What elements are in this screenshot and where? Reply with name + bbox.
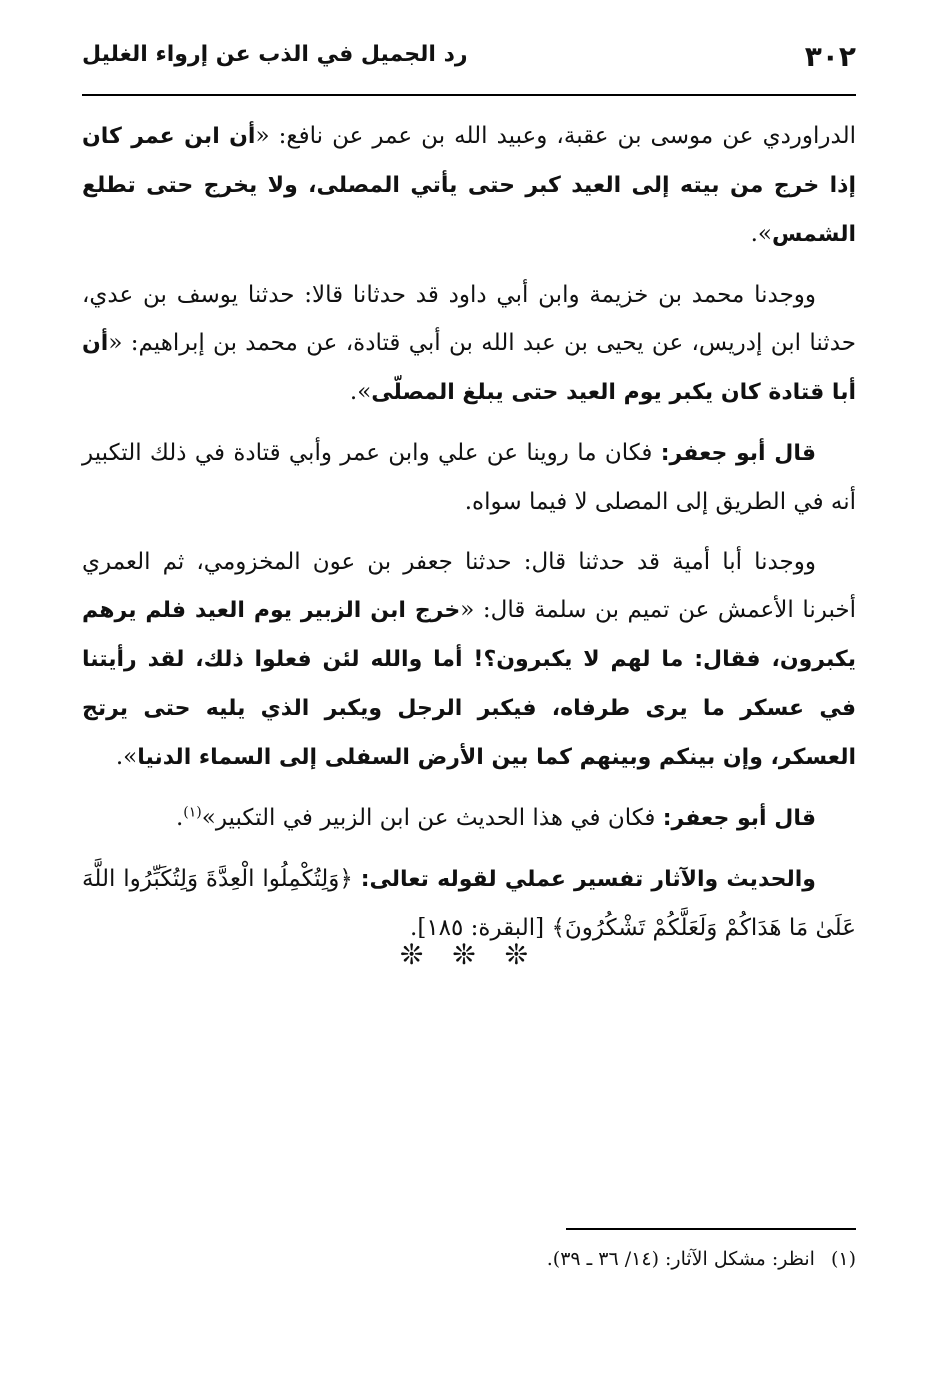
- header-divider: [82, 94, 856, 96]
- page-header: [82, 30, 856, 92]
- bold-quote: أن ابن عمر كان إذا خرج من بيته إلى العيد كبر حتى يأتي المصلى، ولا يخرج حتى تطلع الشمس: [82, 124, 856, 247]
- text-run: فكان ما روينا عن علي وابن عمر وأبي قتادة في ذلك التكبير أنه في الطريق إلى المصلى لا فيما سواه.: [82, 440, 856, 515]
- text-run: .: [175, 805, 184, 831]
- footnote-divider: [566, 1228, 856, 1230]
- paragraph-2: [82, 271, 856, 417]
- paragraph-4: [82, 538, 856, 782]
- footnote-reference[interactable]: (١): [183, 804, 202, 821]
- verse-reference: [البقرة: ١٨٥].: [410, 915, 552, 941]
- text-run: ».: [349, 379, 372, 405]
- text-run: الدراوردي عن موسى بن عقبة، وعبيد الله بن عمر عن نافع: «: [255, 123, 856, 149]
- running-title: رد الجميل في الذب عن إرواء الغليل: [82, 42, 468, 67]
- paragraph-5: [82, 794, 856, 843]
- text-run: فكان في هذا الحديث عن ابن الزبير في التكبير»: [201, 805, 663, 831]
- text-run: ».: [750, 221, 772, 247]
- footnote: [82, 1242, 856, 1276]
- text-run: ووجدنا أبا أمية قد حدثنا قال: حدثنا جعفر بن عون المخزومي، ثم العمري أخبرنا الأعمش عن تميم بن سلمة قال: «: [82, 549, 857, 623]
- speaker-label: قال أبو جعفر:: [662, 806, 816, 831]
- paragraph-3: [82, 429, 856, 526]
- page-number: ٣٠٢: [804, 40, 856, 73]
- speaker-label: قال أبو جعفر:: [660, 441, 816, 466]
- footnote-text: انظر: مشكل الآثار: (١٤/ ٣٦ ـ ٣٩).: [546, 1248, 815, 1270]
- paragraph-1: [82, 112, 856, 259]
- text-run: ».: [115, 744, 138, 770]
- section-separator: ❊ ❊ ❊: [399, 938, 539, 971]
- bold-quote: خرج ابن الزبير يوم العيد فلم يرهم يكبرون، فقال: ما لهم لا يكبرون؟! أما والله لئن فعلوا ذلك، لقد رأيتنا في عسكر ما يرى طرفاه، فيكبر الرجل ويكبر الذي يليه حتى يرتج العسكر، وإن بينكم وبينهم كما بين الأرض السفلى إلى السماء الدنيا: [82, 598, 856, 770]
- quran-verse: ﴿وَلِتُكْمِلُوا الْعِدَّةَ وَلِتُكَبِّرُوا اللَّهَ عَلَىٰ مَا هَدَاكُمْ وَلَعَلَّكُمْ تَشْكُرُونَ﴾: [82, 866, 856, 941]
- text-run: ووجدنا محمد بن خزيمة وابن أبي داود قد حدثانا قالا: حدثنا يوسف بن عدي، حدثنا ابن إدريس، عن يحيى بن عبد الله بن أبي قتادة، عن محمد بن إبراهيم: «: [82, 282, 856, 356]
- bold-quote: أن أبا قتادة كان يكبر يوم العيد حتى يبلغ المصلّى: [82, 331, 856, 405]
- footnote-marker: (١): [830, 1248, 856, 1270]
- main-text: [82, 112, 856, 964]
- bold-lead: والحديث والآثار تفسير عملي لقوله تعالى:: [360, 867, 816, 892]
